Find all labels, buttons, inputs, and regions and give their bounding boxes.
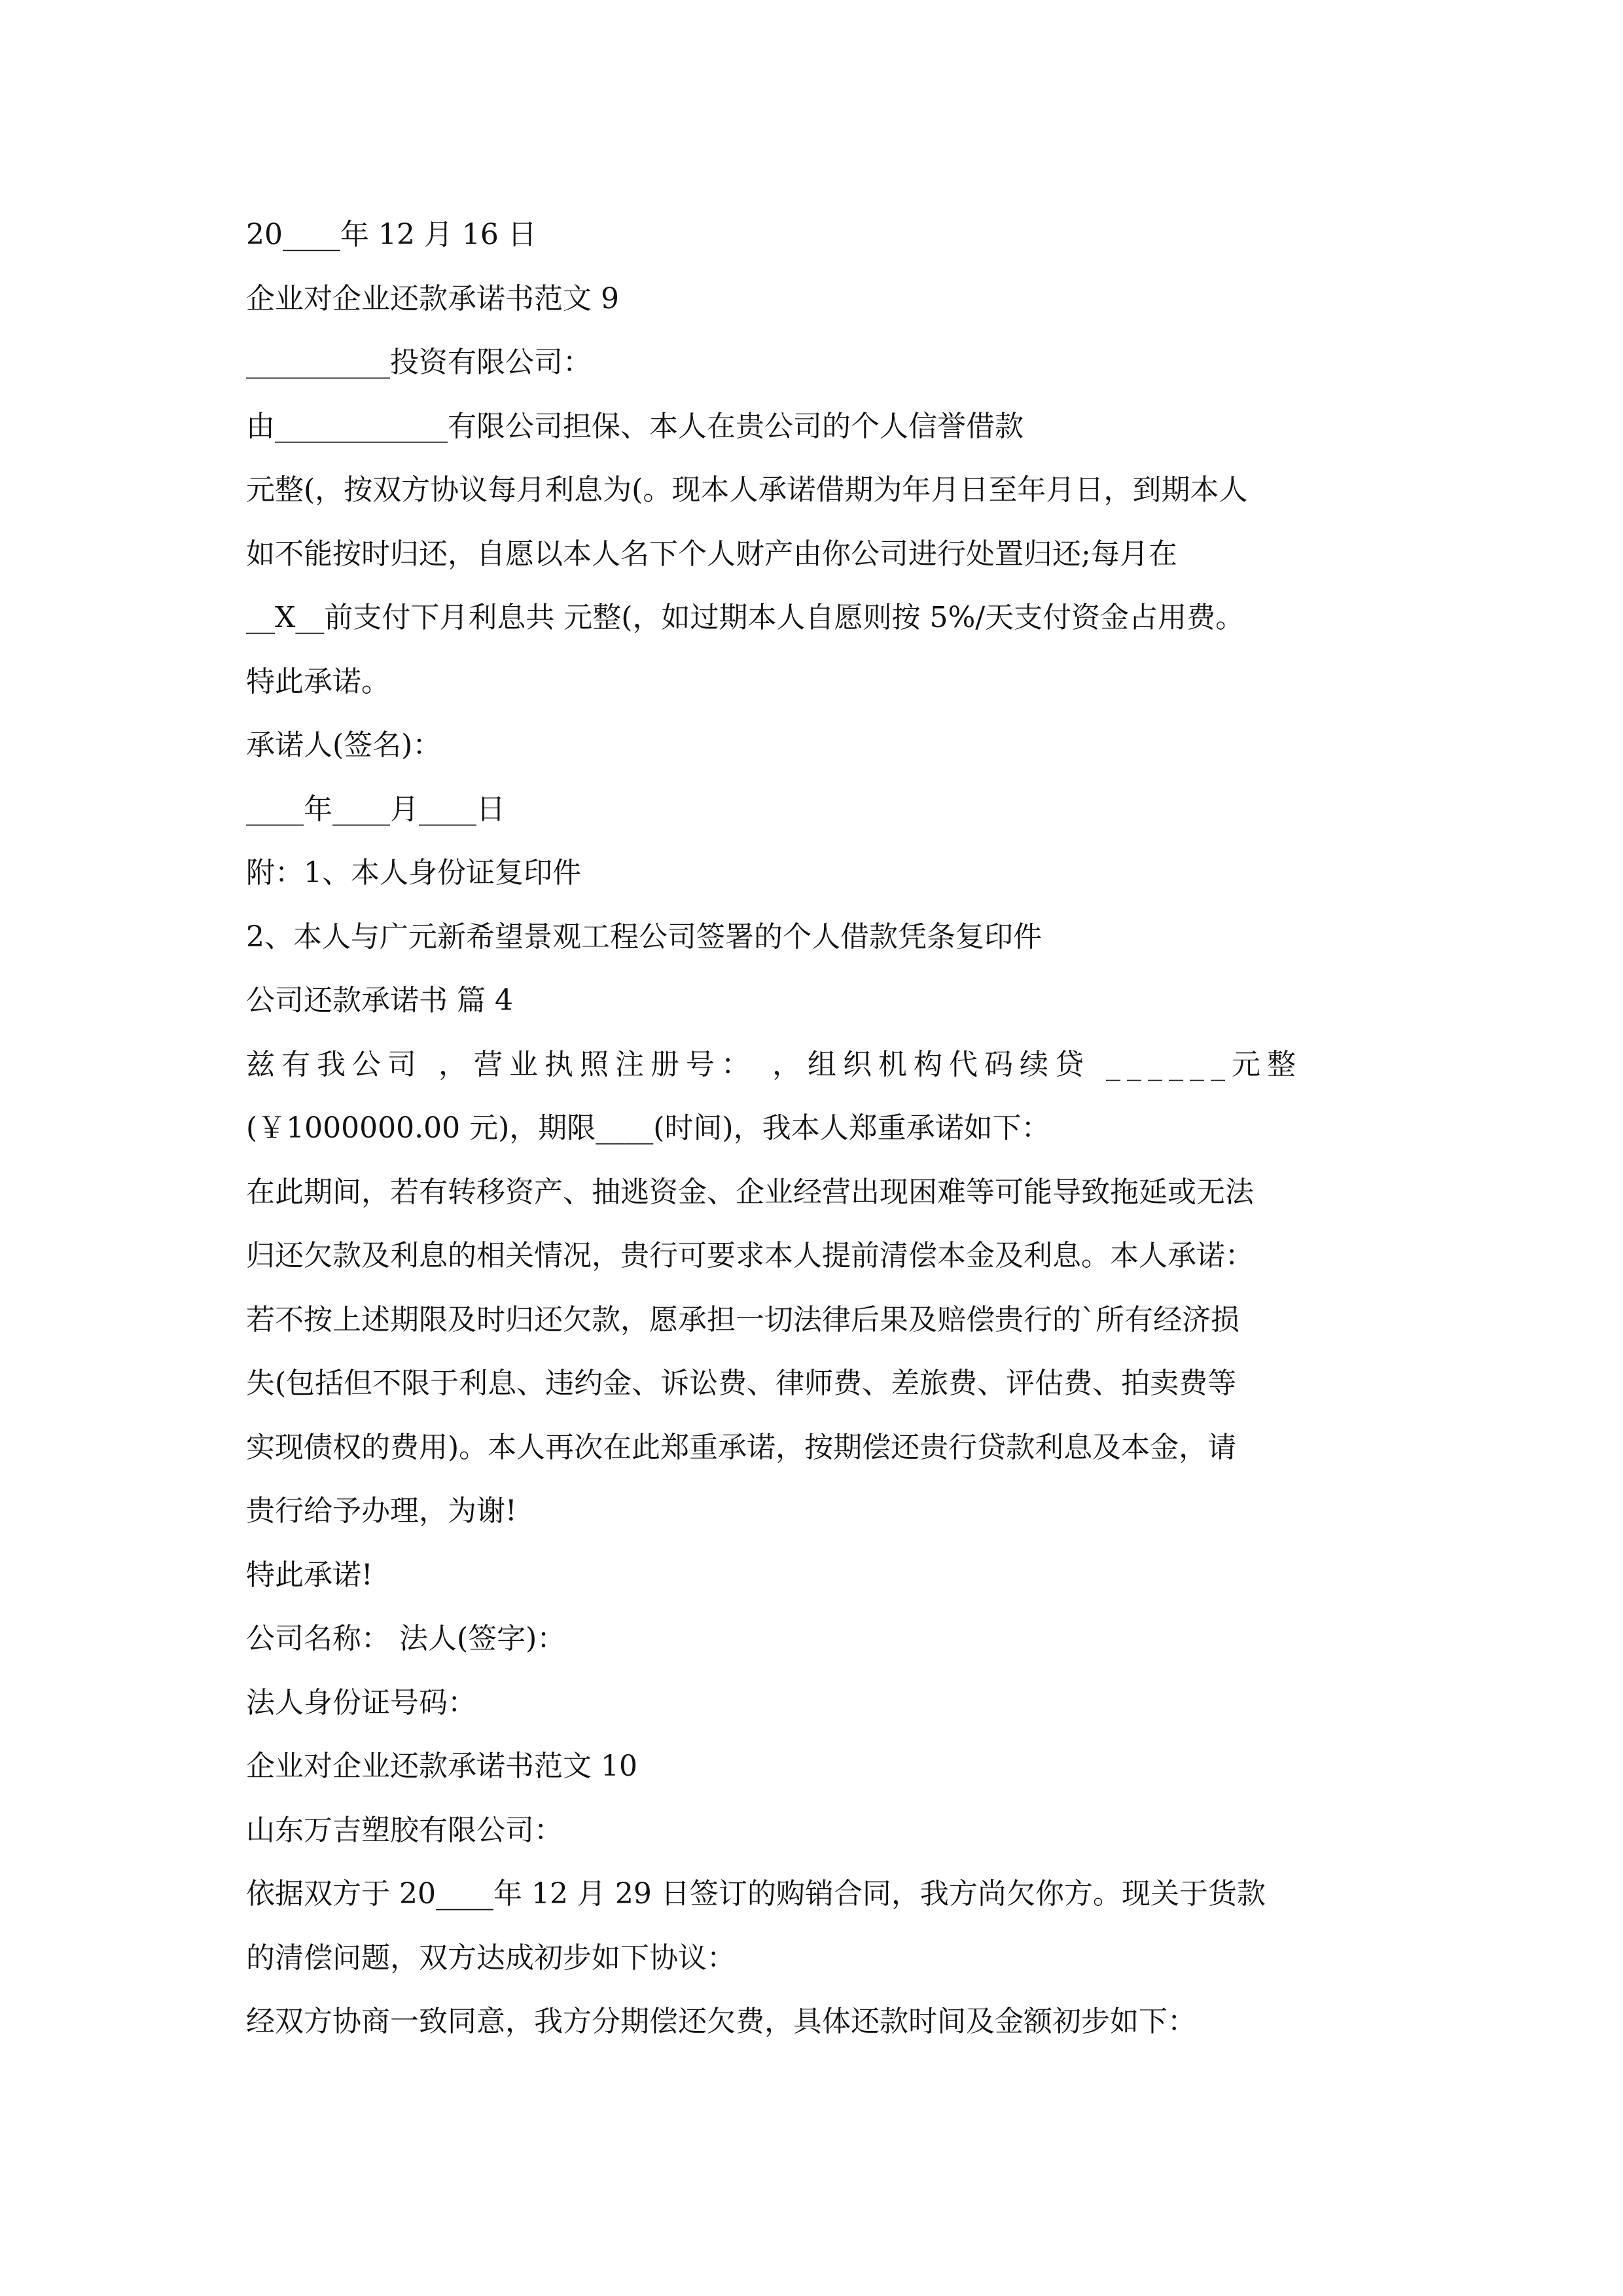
signature-line: 承诺人(签名)： (246, 728, 442, 762)
paragraph-line: 的清偿问题，双方达成初步如下协议： (246, 1941, 736, 1975)
closing-line: 特此承诺。 (246, 664, 390, 698)
section-heading-10: 企业对企业还款承诺书范文 10 (246, 1749, 637, 1783)
paragraph-line: 依据双方于 20____年 12 月 29 日签订的购销合同，我方尚欠你方。现关于货款 (246, 1877, 1266, 1910)
paragraph-line: (￥1000000.00 元)，期限____(时间)，我本人郑重承诺如下： (246, 1111, 1050, 1145)
section-heading-4: 公司还款承诺书 篇 4 (246, 984, 513, 1017)
attachment-line: 附：1、本人身份证复印件 (246, 856, 581, 889)
attachment-line: 2、本人与广元新希望景观工程公司签署的个人借款凭条复印件 (246, 920, 1042, 954)
addressee-line: __________投资有限公司： (246, 346, 592, 379)
addressee-line: 山东万吉塑胶有限公司： (246, 1813, 563, 1847)
paragraph-line: 贵行给予办理，为谢! (246, 1494, 517, 1528)
paragraph-line: 若不按上述期限及时归还欠款，愿承担一切法律后果及赔偿贵行的`所有经济损 (246, 1302, 1240, 1336)
paragraph-line: 元整(，按双方协议每月利息为(。现本人承诺借期为年月日至年月日，到期本人 (246, 473, 1248, 507)
section-heading-9: 企业对企业还款承诺书范文 9 (246, 281, 619, 315)
paragraph-line: 兹有我公司 ，营业执照注册号： ，组织机构代码续贷 ______元整 (246, 1047, 1302, 1081)
paragraph-line: 如不能按时归还，自愿以本人名下个人财产由你公司进行处置归还;每月在 (246, 537, 1177, 571)
paragraph-line: 在此期间，若有转移资产、抽逃资金、企业经营出现困难等可能导致拖延或无法 (246, 1175, 1254, 1209)
paragraph-line: 实现债权的费用)。本人再次在此郑重承诺，按期偿还贵行贷款利息及本金，请 (246, 1430, 1237, 1464)
paragraph-line: 归还欠款及利息的相关情况，贵行可要求本人提前清偿本金及利息。本人承诺： (246, 1239, 1254, 1272)
company-signature-line: 公司名称： 法人(签字)： (246, 1622, 566, 1655)
paragraph-line: 由____________有限公司担保、本人在贵公司的个人信誉借款 (246, 409, 1024, 443)
paragraph-line: 失(包括但不限于利息、违约金、诉讼费、律师费、差旅费、评估费、拍卖费等 (246, 1367, 1237, 1400)
date-line: 20____年 12 月 16 日 (246, 218, 537, 251)
document-body (246, 203, 1385, 2054)
signature-date-line: ____年____月____日 (246, 792, 505, 826)
paragraph-line: 经双方协商一致同意，我方分期偿还欠费，具体还款时间及金额初步如下： (246, 2005, 1196, 2038)
closing-line: 特此承诺! (246, 1558, 373, 1592)
id-number-line: 法人身份证号码： (246, 1685, 476, 1719)
paragraph-line: __X__前支付下月利息共 元整(，如过期本人自愿则按 5%/天支付资金占用费。 (246, 601, 1245, 634)
